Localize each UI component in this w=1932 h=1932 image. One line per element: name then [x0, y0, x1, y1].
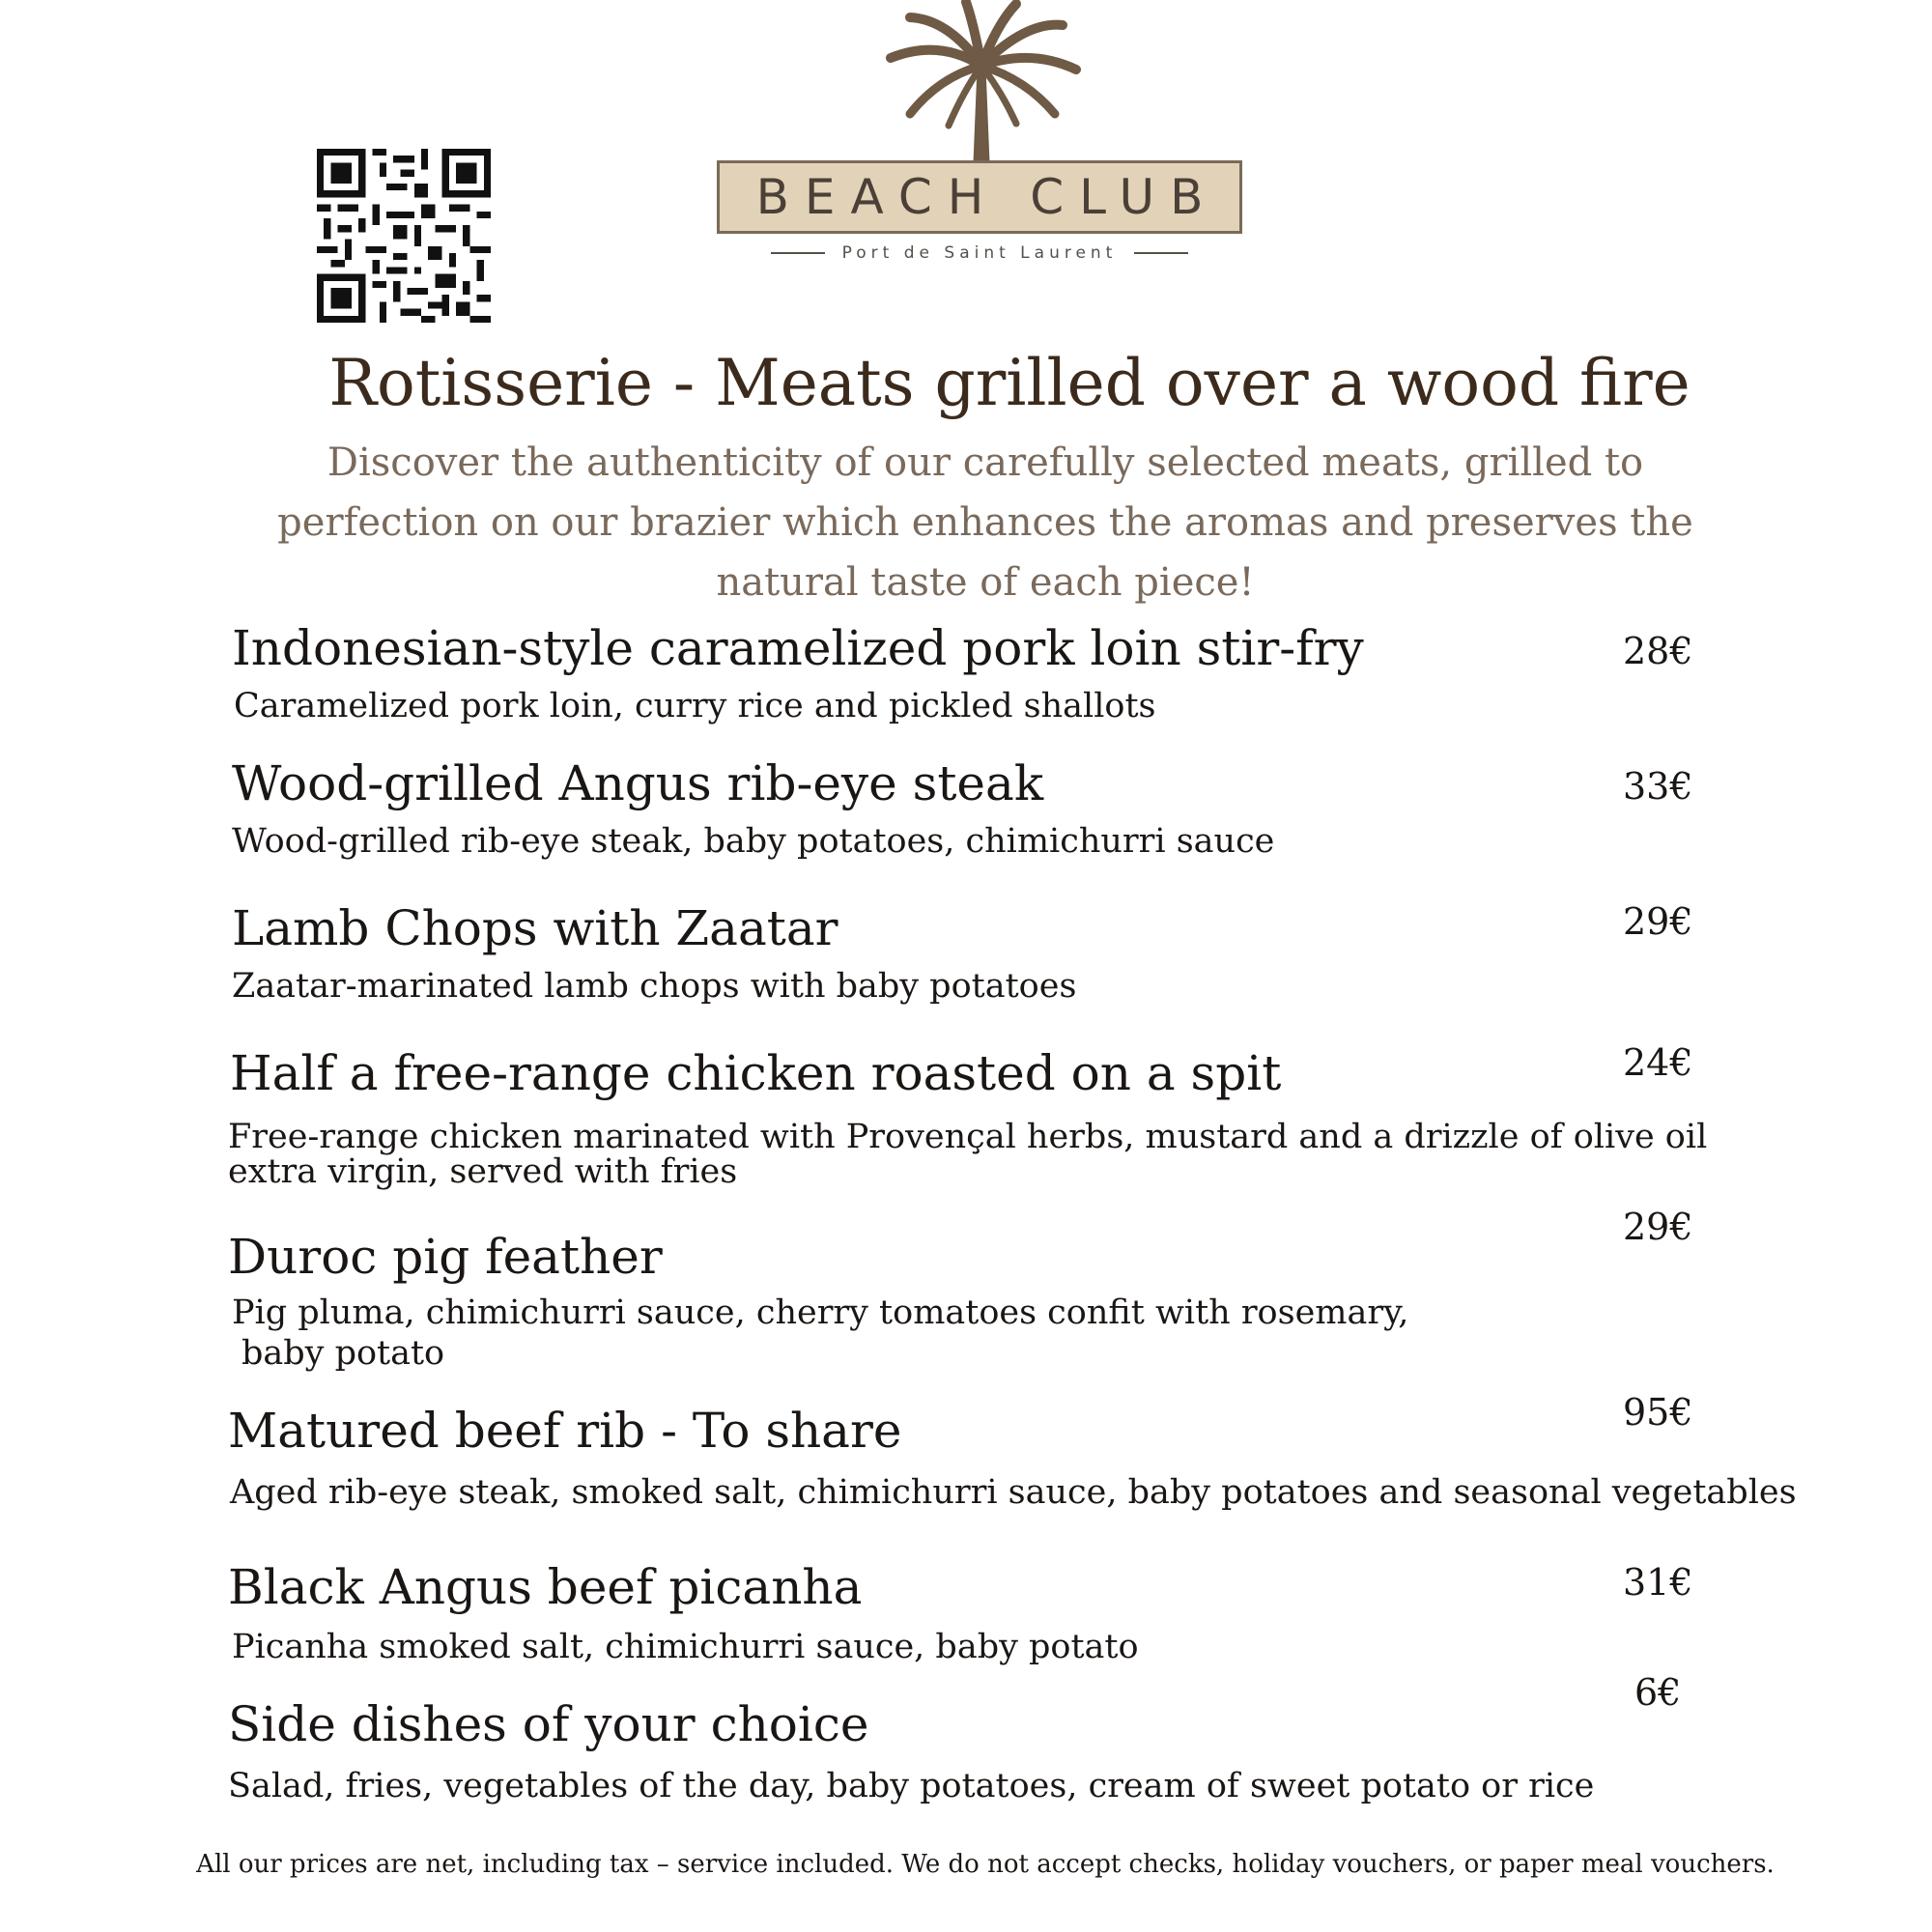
menu-item-description: extra virgin, served with fries [228, 1152, 738, 1191]
menu-item-description: Wood-grilled rib-eye steak, baby potatoes, chimichurri sauce [232, 822, 1275, 861]
menu-item-description: baby potato [242, 1334, 445, 1373]
menu-item-price: 33€ [1623, 765, 1693, 808]
menu-item-title: Indonesian-style caramelized pork loin stir-fry [232, 620, 1364, 676]
menu-item-title: Wood-grilled Angus rib-eye steak [232, 755, 1044, 811]
intro-text: Discover the authenticity of our carefully selected meats, grilled to perfection on our brazier which enhances the aromas and preserves the natural taste of each piece! [277, 440, 1693, 605]
menu-item-description: Zaatar-marinated lamb chops with baby potatoes [232, 967, 1077, 1006]
menu-item-title: Black Angus beef picanha [228, 1559, 863, 1615]
page-title: Rotisserie - Meats grilled over a wood fire [328, 346, 1690, 420]
menu-item-price: 31€ [1623, 1561, 1693, 1604]
menu-item-price: 95€ [1623, 1391, 1693, 1434]
divider [1134, 252, 1188, 254]
menu-item-description: Free-range chicken marinated with Provençal herbs, mustard and a drizzle of olive oil [228, 1118, 1708, 1156]
logo-location-text: Port de Saint Laurent [841, 243, 1118, 263]
menu-item-title: Matured beef rib - To share [228, 1403, 902, 1459]
divider [771, 252, 825, 254]
menu-item-description: Aged rib-eye steak, smoked salt, chimichurri sauce, baby potatoes and seasonal vegetables [230, 1473, 1797, 1512]
menu-item-description: Picanha smoked salt, chimichurri sauce, baby potato [232, 1628, 1139, 1666]
menu-item-price: 28€ [1623, 630, 1693, 672]
menu-item-title: Half a free-range chicken roasted on a spit [230, 1045, 1282, 1101]
palm-tree-icon [881, 0, 1084, 164]
menu-item-price: 29€ [1623, 900, 1693, 943]
menu-item-title: Duroc pig feather [228, 1229, 663, 1285]
beach-club-logo [717, 0, 1248, 270]
menu-item-price: 6€ [1634, 1671, 1682, 1714]
menu-item-description: Caramelized pork loin, curry rice and pickled shallots [234, 687, 1156, 725]
menu-item-title: Side dishes of your choice [228, 1696, 869, 1752]
menu-item-price: 29€ [1623, 1206, 1693, 1248]
qr-code [317, 149, 491, 323]
menu-item-description: Salad, fries, vegetables of the day, baby potatoes, cream of sweet potato or rice [228, 1767, 1595, 1805]
menu-item-description: Pig pluma, chimichurri sauce, cherry tomatoes confit with rosemary, [232, 1293, 1409, 1332]
logo-location [717, 243, 1242, 263]
footer-note: All our prices are net, including tax – service included. We do not accept checks, holiday vouchers, or paper meal vouchers. [196, 1850, 1775, 1879]
logo-name: BEACH CLUB [717, 160, 1242, 234]
menu-item-title: Lamb Chops with Zaatar [232, 900, 838, 956]
menu-item-price: 24€ [1623, 1041, 1693, 1084]
